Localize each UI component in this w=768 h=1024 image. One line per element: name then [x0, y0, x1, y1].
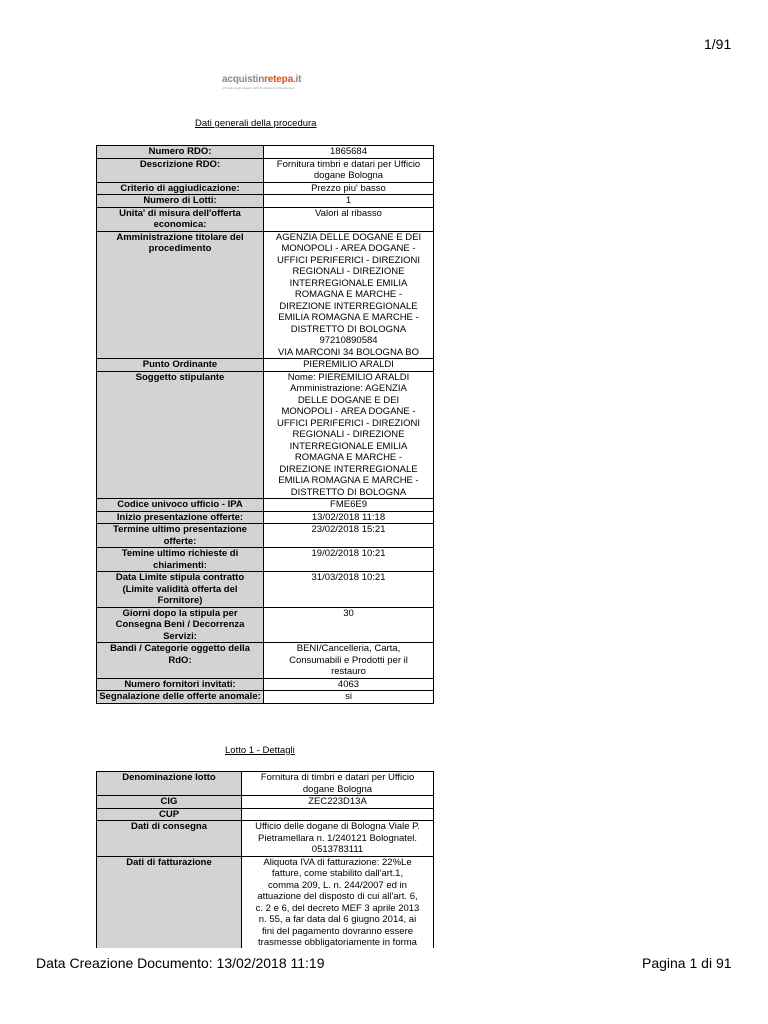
value-line: fatture, come stabilito dall'art.1, — [271, 868, 404, 879]
general-row — [97, 643, 434, 679]
general-row — [97, 158, 434, 182]
value-line: DISTRETTO DI BOLOGNA — [290, 323, 407, 335]
value-line: 1865684 — [330, 146, 367, 157]
lotto-row — [97, 796, 434, 809]
field-label: Codice univoco ufficio - IPA — [97, 499, 264, 512]
field-value — [242, 796, 434, 809]
field-label: Segnalazione delle offerte anomale: — [97, 691, 264, 704]
value-line: VIA MARCONI 34 BOLOGNA BO — [278, 346, 419, 358]
field-label: CUP — [97, 808, 242, 821]
value-line: UFFICI PERIFERICI - DIREZIONI — [276, 254, 421, 266]
field-label: Numero fornitori invitati: — [97, 678, 264, 691]
general-row — [97, 146, 434, 159]
field-value — [264, 371, 434, 499]
field-value — [264, 678, 434, 691]
field-label: Soggetto stipulante — [97, 371, 264, 499]
field-label: Unita' di misura dell'offerta economica: — [97, 207, 264, 231]
value-line: Nome: PIEREMILIO ARALDI — [287, 371, 410, 383]
field-value — [264, 182, 434, 195]
field-value — [242, 808, 434, 821]
value-line: Fornitura di timbri e datari per Ufficio — [260, 772, 415, 783]
value-line: Valori al ribasso — [315, 207, 382, 219]
value-line: EMILIA ROMAGNA E MARCHE - — [278, 475, 419, 486]
field-value — [264, 359, 434, 372]
lotto-row — [97, 856, 434, 948]
page-number: 1/91 — [704, 36, 732, 52]
value-line: DISTRETTO DI BOLOGNA — [290, 486, 407, 498]
general-row — [97, 231, 434, 359]
field-label: Denominazione lotto — [97, 772, 242, 796]
logo-tagline: Il Portale degli acquisti della Pubblica Amministrazione — [222, 86, 295, 90]
value-line: 1 — [345, 195, 352, 206]
lotto-table-clip — [96, 771, 436, 948]
value-line: REGIONALI - DIREZIONE — [292, 266, 405, 277]
general-row — [97, 607, 434, 643]
value-line: Amministrazione: AGENZIA — [290, 383, 407, 394]
value-line: comma 209, L. n. 244/2007 ed in — [268, 879, 407, 891]
field-value — [264, 499, 434, 512]
value-line: attuazione del disposto di cui all'art. 6, — [257, 891, 418, 902]
general-data-table — [96, 145, 434, 704]
value-line: restauro — [331, 666, 366, 677]
value-line: 23/02/2018 15:21 — [311, 524, 386, 535]
general-row — [97, 499, 434, 512]
lotto-row — [97, 808, 434, 821]
general-row — [97, 524, 434, 548]
field-label: Numero RDO: — [97, 146, 264, 159]
lotto-row — [97, 772, 434, 796]
value-line: INTERREGIONALE EMILIA — [289, 440, 408, 452]
value-line: 31/03/2018 10:21 — [311, 572, 386, 583]
field-value — [264, 548, 434, 572]
value-line: ZEC223D13A — [308, 796, 367, 807]
field-label: Inizio presentazione offerte: — [97, 511, 264, 524]
pagination: Pagina 1 di 91 — [642, 955, 732, 971]
field-value — [264, 643, 434, 679]
field-value — [264, 207, 434, 231]
value-line: DIREZIONE INTERREGIONALE — [279, 463, 418, 475]
value-line: Pietramellara n. 1/240121 Bolognatel. — [258, 832, 417, 844]
field-value — [264, 146, 434, 159]
value-line: c. 2 e 6, del decreto MEF 3 aprile 2013 — [255, 902, 420, 914]
value-line: 19/02/2018 10:21 — [311, 548, 386, 559]
value-line: Fornitura timbri e datari per Ufficio — [276, 158, 421, 170]
field-label: Temine ultimo richieste di chiarimenti: — [97, 548, 264, 572]
field-label: Termine ultimo presentazione offerte: — [97, 524, 264, 548]
value-line: Prezzo piu' basso — [311, 182, 386, 194]
acquistinretepa-logo — [222, 74, 312, 96]
general-row — [97, 511, 434, 524]
lotto-section-title: Lotto 1 - Dettagli — [225, 745, 295, 756]
general-row — [97, 207, 434, 231]
value-line: MONOPOLI - AREA DOGANE - — [281, 406, 416, 417]
value-line: BENI/Cancelleria, Carta, — [296, 643, 401, 654]
value-line: DIREZIONE INTERREGIONALE — [279, 300, 418, 312]
value-line: 30 — [343, 607, 354, 619]
value-line: Consumabili e Prodotti per il — [289, 654, 408, 666]
field-label: Giorni dopo la stipula per Consegna Beni / Decorrenza Servizi: — [97, 607, 264, 643]
value-line: INTERREGIONALE EMILIA — [289, 277, 408, 289]
field-value — [264, 524, 434, 548]
value-line: FME6E9 — [330, 499, 367, 510]
value-line: DELLE DOGANE E DEI — [297, 394, 400, 406]
value-line: 4063 — [337, 678, 360, 690]
field-value — [264, 158, 434, 182]
field-value — [264, 195, 434, 208]
field-value — [264, 691, 434, 704]
document-creation-date: Data Creazione Documento: 13/02/2018 11:19 — [36, 955, 325, 971]
value-line: 97210890584 — [319, 335, 378, 346]
value-line: Aliquota IVA di fatturazione: 22%Le — [263, 856, 412, 868]
value-line: MONOPOLI - AREA DOGANE - — [281, 243, 416, 254]
field-label: Data Limite stipula contratto (Limite validità offerta del Fornitore) — [97, 572, 264, 608]
logo-wordmark: acquistinretepa.it — [222, 74, 302, 85]
value-line: AGENZIA DELLE DOGANE E DEI — [275, 231, 422, 243]
general-row — [97, 371, 434, 499]
value-line: fini del pagamento dovranno essere — [261, 925, 414, 937]
field-value — [264, 511, 434, 524]
value-line: 0513783111 — [311, 844, 364, 855]
lotto-row — [97, 821, 434, 857]
field-label: Dati di consegna — [97, 821, 242, 857]
field-value — [264, 572, 434, 608]
value-line: dogane Bologna — [302, 783, 373, 795]
general-section-title: Dati generali della procedura — [195, 118, 317, 129]
field-value — [242, 856, 434, 948]
field-label: Punto Ordinante — [97, 359, 264, 372]
value-line: 13/02/2018 11:18 — [311, 511, 386, 523]
lotto-details-table — [96, 771, 434, 948]
field-label: Criterio di aggiudicazione: — [97, 182, 264, 195]
general-row — [97, 572, 434, 608]
field-value — [264, 231, 434, 359]
value-line: Ufficio delle dogane di Bologna Viale P. — [255, 821, 420, 832]
value-line: PIEREMILIO ARALDI — [303, 359, 394, 370]
value-line: si — [345, 691, 352, 702]
value-line: ROMAGNA E MARCHE - — [294, 452, 403, 463]
value-line: dogane Bologna — [313, 170, 384, 181]
value-line: trasmesse obbligatoriamente in forma — [258, 937, 417, 948]
field-value — [264, 607, 434, 643]
field-label: Descrizione RDO: — [97, 158, 264, 182]
value-line: n. 55, a far data dal 6 giugno 2014, ai — [258, 914, 417, 925]
general-row — [97, 195, 434, 208]
general-row — [97, 678, 434, 691]
field-label: Numero di Lotti: — [97, 195, 264, 208]
general-row — [97, 548, 434, 572]
value-line — [244, 809, 431, 821]
value-line: EMILIA ROMAGNA E MARCHE - — [278, 312, 419, 323]
value-line: ROMAGNA E MARCHE - — [294, 289, 403, 300]
field-label: Bandi / Categorie oggetto della RdO: — [97, 643, 264, 679]
general-row — [97, 182, 434, 195]
general-row — [97, 691, 434, 704]
field-label: Amministrazione titolare del procedimento — [97, 231, 264, 359]
general-row — [97, 359, 434, 372]
field-value — [242, 772, 434, 796]
field-value — [242, 821, 434, 857]
value-line: REGIONALI - DIREZIONE — [292, 429, 405, 440]
field-label: Dati di fatturazione — [97, 856, 242, 948]
field-label: CIG — [97, 796, 242, 809]
value-line: UFFICI PERIFERICI - DIREZIONI — [276, 417, 421, 429]
